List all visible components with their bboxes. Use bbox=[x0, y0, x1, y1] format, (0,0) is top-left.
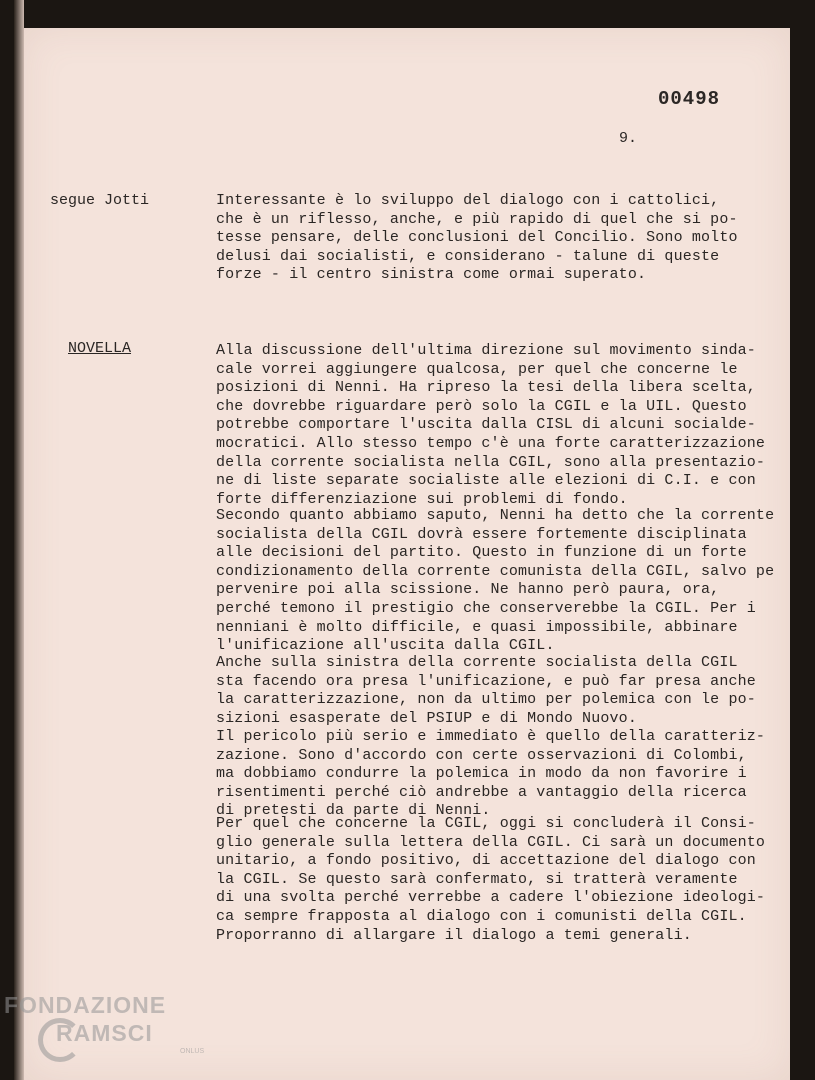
paragraph-jotti: Interessante è lo sviluppo del dialogo con i cattolici, che è un riflesso, anche, e più rapido di quel che si po- tesse pensare, delle conclusioni del Concilio. Sono molto delusi dai socialisti, e considerano - talune di queste forze - il centro sinistra come ormai superato. bbox=[216, 192, 738, 284]
paragraph-novella-5: Per quel che concerne la CGIL, oggi si concluderà il Consi- glio generale sulla lettera della CGIL. Ci sarà un documento unitario, a fondo positivo, di accettazione del dialogo con la CGIL. Se questo sarà confermato, si tratterà veramente di una svolta perché verrebbe a cadere l'obiezione ideologi- ca sempre frapposta al dialogo con i comunisti della CGIL. Proporranno di allargare il dialogo a temi generali. bbox=[216, 815, 766, 944]
speaker-label-novella: NOVELLA bbox=[68, 340, 132, 357]
speaker-label-jotti: segue Jotti bbox=[50, 192, 150, 209]
paragraph-novella-1: Alla discussione dell'ultima direzione sul movimento sinda- cale vorrei aggiungere qualcosa, per quel che concerne le posizioni di Nenni. Ha ripreso la tesi della libera scelta, che dovrebbe riguardare però solo la CGIL e la UIL. Questo potrebbe comportare l'uscita dalla CISL di alcuni socialde- mocratici. Allo stesso tempo c'è una forte caratterizzazione della corrente socialista nella CGIL, sono alla presentazio- ne di liste separate socialiste alle elezioni di C.I. e con forte differenziazione sui problemi di fondo. bbox=[216, 342, 766, 508]
paragraph-novella-4: Il pericolo più serio e immediato è quello della caratteriz- zazione. Sono d'accordo con certe osservazioni di Colombi, ma dobbiamo condurre la polemica in modo da non favorire i risentimenti perché ciò andrebbe a vantaggio della ricerca di pretesti da parte di Nenni. bbox=[216, 728, 766, 820]
paper-edge bbox=[14, 0, 24, 1080]
watermark-small: ONLUS bbox=[180, 1048, 205, 1055]
paragraph-novella-3: Anche sulla sinistra della corrente socialista della CGIL sta facendo ora presa l'unificazione, e può far presa anche la caratterizzazione, non da ultimo per polemica con le po- sizioni esasperate del PSIUP e di Mondo Nuovo. bbox=[216, 654, 756, 727]
watermark-line1: FONDAZIONE bbox=[4, 992, 167, 1018]
paragraph-novella-2: Secondo quanto abbiamo saputo, Nenni ha detto che la corrente socialista della CGIL dovrà essere fortemente disciplinata alle decisioni del partito. Questo in funzione di un forte condizionamento della corrente comunista della CGIL, salvo pe pervenire poi alla scissione. Ne hanno però paura, ora, perché temono il prestigio che conserverebbe la CGIL. Per i nenniani è molto difficile, e quasi impossibile, abbinare l'unificazione all'uscita dalla CGIL. bbox=[216, 507, 775, 655]
page-code: 00498 bbox=[658, 88, 721, 110]
page-number: 9. bbox=[619, 130, 638, 147]
fondazione-gramsci-watermark bbox=[4, 992, 204, 1072]
watermark-line2: RAMSCI bbox=[56, 1020, 153, 1046]
